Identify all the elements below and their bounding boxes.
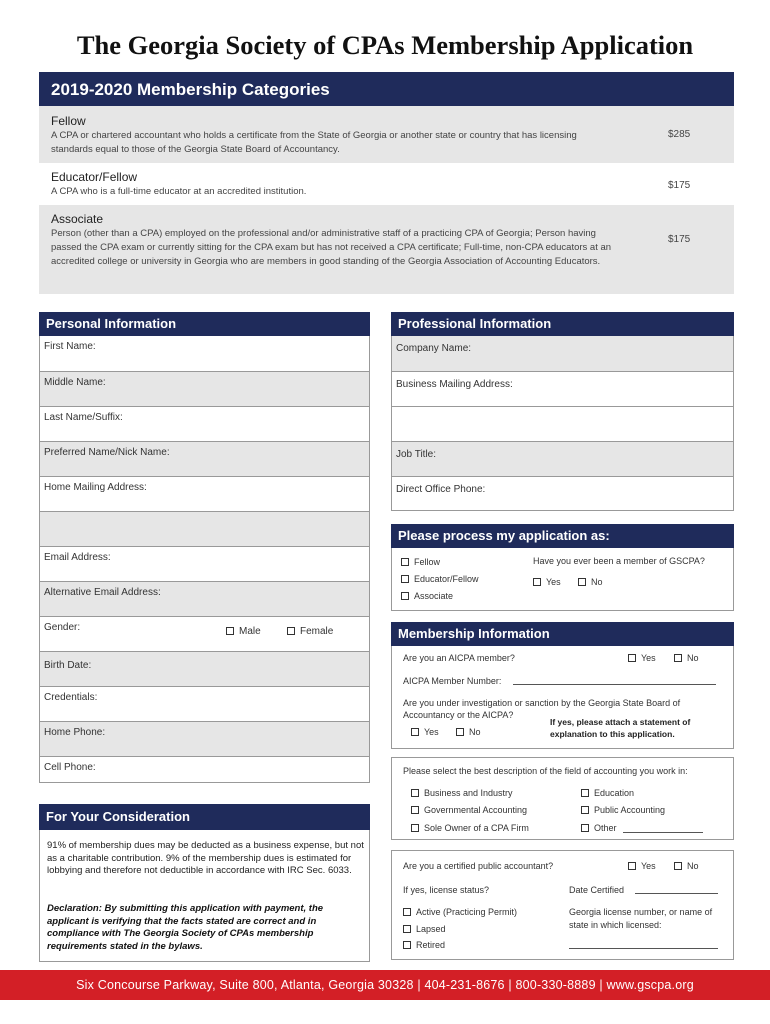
male-label: Male: [239, 626, 261, 637]
yes-label: Yes: [424, 727, 439, 737]
gender-male-option[interactable]: [226, 626, 261, 637]
checkbox-icon[interactable]: [581, 824, 589, 832]
professional-info-header: Professional Information: [391, 312, 734, 336]
accounting-field-section: [391, 757, 734, 840]
business-address-field[interactable]: Business Mailing Address:: [392, 371, 733, 406]
membership-categories: [39, 72, 734, 294]
investigation-question: Are you under investigation or sanction by the Georgia State Board of Accountancy or the AICPA?: [403, 698, 681, 720]
category-price: $175: [668, 180, 691, 191]
prior-member-yes[interactable]: [533, 577, 561, 587]
category-educator-fellow: [39, 163, 734, 205]
checkbox-icon[interactable]: [456, 728, 464, 736]
checkbox-icon[interactable]: [411, 824, 419, 832]
checkbox-icon[interactable]: [401, 575, 409, 583]
checkbox-icon[interactable]: [401, 558, 409, 566]
status-label: Retired: [416, 940, 446, 950]
checkbox-icon[interactable]: [411, 789, 419, 797]
fellow-option[interactable]: [401, 557, 440, 567]
prior-member-question: Have you ever been a member of GSCPA?: [533, 556, 705, 566]
category-fellow: [39, 106, 734, 163]
alt-email-field[interactable]: Alternative Email Address:: [40, 581, 369, 616]
checkbox-icon[interactable]: [401, 592, 409, 600]
license-number-input[interactable]: [569, 948, 718, 949]
consideration-header: For Your Consideration: [39, 804, 370, 830]
field-label: Education: [594, 788, 635, 798]
category-associate: [39, 205, 734, 294]
prior-member-no[interactable]: [578, 577, 603, 587]
investigation-note: If yes, please attach a statement of explanation to this application.: [550, 717, 691, 739]
checkbox-icon[interactable]: [403, 925, 411, 933]
category-description: A CPA or chartered accountant who holds a certificate from the State of Georgia or another state or country that has licensing standards equal to those of the Georgia State Board of Accountancy.: [51, 130, 577, 155]
field-label: Governmental Accounting: [424, 805, 528, 815]
consideration-text: 91% of membership dues may be deducted as a business expense, but not as a charitable contribution. 9% of the membership dues is estimated for lobbying and therefore not deductible in accordance with IRC Sec. 6033.: [47, 840, 364, 876]
other-field-input[interactable]: [623, 832, 703, 833]
footer-contact: Six Concourse Parkway, Suite 800, Atlanta, Georgia 30328 | 404-231-8676 | 800-330-8889 | www.gscpa.org: [0, 970, 770, 1000]
checkbox-icon[interactable]: [628, 654, 636, 662]
category-name: Educator/Fellow: [51, 170, 138, 184]
female-label: Female: [300, 626, 334, 637]
yes-label: Yes: [641, 653, 656, 663]
status-retired[interactable]: [403, 940, 445, 950]
aicpa-number-input[interactable]: [513, 684, 716, 685]
consideration-section: [39, 804, 370, 962]
aicpa-yes[interactable]: [628, 653, 656, 663]
field-option[interactable]: [581, 805, 665, 815]
credentials-field[interactable]: Credentials:: [40, 686, 369, 721]
field-option[interactable]: [411, 805, 527, 815]
license-number-label: Georgia license number, or name of state in which licensed:: [569, 907, 713, 930]
investigation-yes[interactable]: [411, 727, 439, 737]
fellow-label: Fellow: [414, 557, 441, 567]
field-label: Business and Industry: [424, 788, 513, 798]
checkbox-icon[interactable]: [403, 908, 411, 916]
checkbox-icon[interactable]: [581, 806, 589, 814]
page-title: The Georgia Society of CPAs Membership Application: [76, 30, 694, 60]
field-option[interactable]: [581, 788, 634, 798]
license-status-label: If yes, license status?: [403, 885, 490, 895]
category-description: A CPA who is a full-time educator at an accredited institution.: [51, 186, 307, 197]
membership-info-header: Membership Information: [391, 622, 734, 646]
cpa-no[interactable]: [674, 861, 699, 871]
preferred-name-field[interactable]: Preferred Name/Nick Name:: [40, 441, 369, 476]
yes-label: Yes: [641, 861, 656, 871]
email-field[interactable]: Email Address:: [40, 546, 369, 581]
category-name: Fellow: [51, 114, 86, 128]
educator-label: Educator/Fellow: [414, 574, 479, 584]
home-phone-field[interactable]: Home Phone:: [40, 721, 369, 756]
associate-option[interactable]: [401, 591, 453, 601]
home-address-field[interactable]: Home Mailing Address:: [40, 476, 369, 511]
status-label: Lapsed: [416, 924, 446, 934]
process-header: Please process my application as:: [391, 524, 734, 548]
field-option-other[interactable]: [581, 823, 617, 833]
no-label: No: [687, 653, 699, 663]
cpa-question: Are you a certified public accountant?: [403, 861, 554, 871]
personal-info-form: [39, 336, 370, 783]
category-price: $285: [668, 129, 691, 140]
checkbox-icon[interactable]: [226, 627, 234, 635]
no-label: No: [469, 727, 481, 737]
aicpa-no[interactable]: [674, 653, 699, 663]
field-option[interactable]: [411, 823, 529, 833]
aicpa-question: Are you an AICPA member?: [403, 653, 515, 663]
middle-name-field[interactable]: Middle Name:: [40, 371, 369, 406]
company-name-field[interactable]: Company Name:: [392, 336, 733, 371]
no-label: No: [687, 861, 699, 871]
yes-label: Yes: [546, 577, 561, 587]
checkbox-icon[interactable]: [674, 654, 682, 662]
category-description: Person (other than a CPA) employed on the professional and/or administrative staff of a practicing CPA of Georgia; Person having passed the CPA exam or currently sitting for the CPA exam but has not received a CPA certificate; Full-time, non-CPA educators at an accredited college or university in Georgia who are members in good standing of the Georgia Association of Accounting Educators.: [51, 228, 612, 267]
process-section: [391, 548, 734, 611]
categories-header: 2019-2020 Membership Categories: [39, 72, 734, 106]
checkbox-icon[interactable]: [533, 578, 541, 586]
declaration-text: Declaration: By submitting this application with payment, the applicant is verifying that the facts stated are correct and in compliance with The Georgia Society of CPAs membership requirements stated in the bylaws.: [47, 903, 324, 952]
investigation-no[interactable]: [456, 727, 481, 737]
checkbox-icon[interactable]: [674, 862, 682, 870]
gender-field: [40, 616, 369, 651]
field-label: Other: [594, 823, 617, 833]
checkbox-icon[interactable]: [411, 728, 419, 736]
aicpa-number-label: AICPA Member Number:: [403, 676, 502, 686]
checkbox-icon[interactable]: [581, 789, 589, 797]
field-question: Please select the best description of the field of accounting you work in:: [403, 766, 688, 776]
last-name-field[interactable]: Last Name/Suffix:: [40, 406, 369, 441]
category-price: $175: [668, 234, 691, 245]
status-lapsed[interactable]: [403, 924, 446, 934]
checkbox-icon[interactable]: [411, 806, 419, 814]
checkbox-icon[interactable]: [578, 578, 586, 586]
cpa-yes[interactable]: [628, 861, 656, 871]
first-name-field[interactable]: First Name:: [44, 341, 96, 352]
associate-label: Associate: [414, 591, 454, 601]
cell-phone-field[interactable]: Cell Phone:: [40, 756, 369, 783]
birth-date-field[interactable]: Birth Date:: [40, 651, 369, 686]
checkbox-icon[interactable]: [628, 862, 636, 870]
cpa-section: [391, 850, 734, 960]
checkbox-icon[interactable]: [403, 941, 411, 949]
job-title-field[interactable]: Job Title:: [392, 441, 733, 476]
professional-info-form: [391, 336, 734, 511]
office-phone-field[interactable]: Direct Office Phone:: [392, 476, 733, 511]
date-certified-label: Date Certified: [569, 885, 625, 895]
checkbox-icon[interactable]: [287, 627, 295, 635]
business-address-line2-field[interactable]: [392, 406, 733, 441]
aicpa-section: [391, 646, 734, 749]
category-name: Associate: [51, 212, 104, 226]
field-label: Public Accounting: [594, 805, 666, 815]
status-active[interactable]: [403, 907, 517, 917]
home-address-line2-field[interactable]: [40, 511, 369, 546]
gender-label: Gender:: [44, 622, 81, 633]
date-certified-input[interactable]: [635, 893, 718, 894]
educator-option[interactable]: [401, 574, 479, 584]
status-label: Active (Practicing Permit): [416, 907, 518, 917]
field-label: Sole Owner of a CPA Firm: [424, 823, 529, 833]
no-label: No: [591, 577, 603, 587]
gender-female-option[interactable]: [287, 626, 333, 637]
field-option[interactable]: [411, 788, 513, 798]
personal-info-header: Personal Information: [39, 312, 370, 336]
